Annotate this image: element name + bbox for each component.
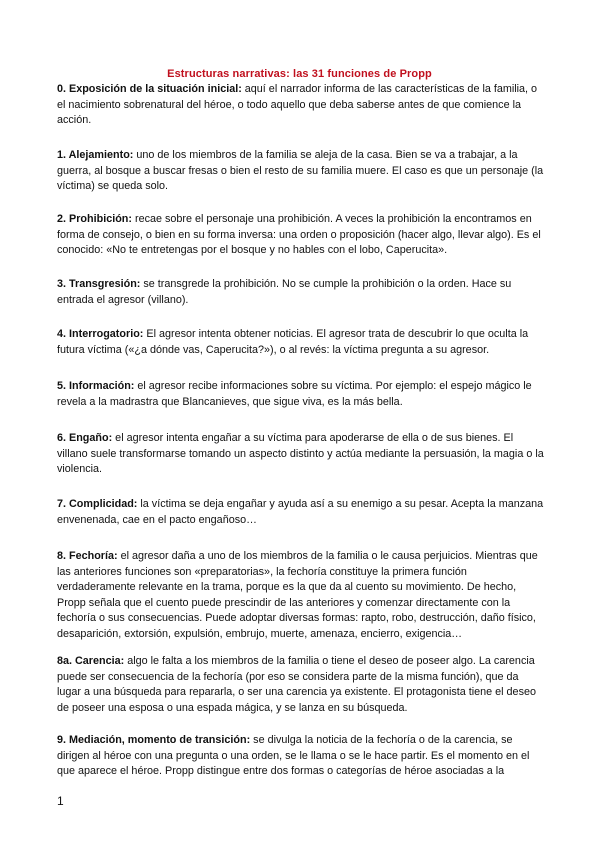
section-text: el agresor daña a uno de los miembros de la familia o le causa perjuicios. Mientras que las anteriores funciones son «preparatorias», la fechoría constituye la primera función verdaderamente relevante en la trama, porque es la que da al cuento su movimiento. De hecho, Propp señala que el cuento puede prescindir de las anteriores y comenzar directamente con la fechoría o sus consecuencias. Puede adoptar diversas formas: rapto, robo, destrucción, daño físico, desaparición, extorsión, expulsión, embrujo, muerte, amenaza, encierro, exigencia…	[57, 550, 538, 640]
section-heading: 8. Fechoría:	[57, 550, 118, 562]
section-heading: 5. Información:	[57, 380, 135, 392]
section-text: algo le falta a los miembros de la familia o tiene el deseo de poseer algo. La carencia puede ser consecuencia de la fechoría (por eso se considera parte de la misma función), que da lugar a una búsqueda para repararla, o ser una carencia ya existente. El protagonista tiene el deseo de poseer una esposa o una espada mágica, y se lanza en su búsqueda.	[57, 655, 536, 714]
section-heading: 2. Prohibición:	[57, 213, 132, 225]
section-heading: 7. Complicidad:	[57, 498, 138, 510]
document-title: Estructuras narrativas: las 31 funciones de Propp	[167, 68, 432, 80]
section-6	[57, 431, 545, 478]
section-text: se divulga la noticia de la fechoría o de la carencia, se dirigen al héroe con una pregunta o una orden, se le llama o se le hace partir. Es el momento en el que aparece el héroe. Propp distingue entre dos formas o categorías de héroe asociadas a la	[57, 734, 530, 778]
section-8a	[57, 654, 545, 716]
section-heading: 9. Mediación, momento de transición:	[57, 734, 251, 746]
section-heading: 4. Interrogatorio:	[57, 328, 144, 340]
section-heading: 6. Engaño:	[57, 432, 113, 444]
section-text: la víctima se deja engañar y ayuda así a su enemigo a su pesar. Acepta la manzana envenenada, cae en el pacto engañoso…	[57, 498, 544, 526]
section-0	[57, 82, 545, 129]
section-heading: 1. Alejamiento:	[57, 149, 134, 161]
section-1	[57, 148, 545, 195]
section-text: recae sobre el personaje una prohibición. A veces la prohibición la encontramos en forma de consejo, o bien en su forma inversa: una orden o proposición (hacer algo, llevar algo). Es el conocido: «No te entretengas por el bosque y no hables con el lobo, Caperucita».	[57, 213, 541, 257]
section-text: El agresor intenta obtener noticias. El agresor trata de descubrir lo que oculta la futura víctima («¿a dónde vas, Caperucita?»), o al revés: la víctima pregunta a su agresor.	[57, 328, 529, 356]
section-4	[57, 327, 545, 358]
section-text: el agresor recibe informaciones sobre su víctima. Por ejemplo: el espejo mágico le revela a la madrastra que Blancanieves, que sigue viva, es la más bella.	[57, 380, 532, 408]
section-heading: 3. Transgresión:	[57, 278, 141, 290]
section-text: uno de los miembros de la familia se aleja de la casa. Bien se va a trabajar, a la guerra, al bosque a buscar fresas o bien el resto de su familia muere. El caso es que un personaje (la víctima) se queda solo.	[57, 149, 544, 193]
section-8	[57, 549, 545, 643]
section-heading: 0. Exposición de la situación inicial:	[57, 83, 242, 95]
section-2	[57, 212, 545, 259]
section-3	[57, 277, 545, 308]
section-text: aquí el narrador informa de las características de la familia, o el nacimiento sobrenatural del héroe, o todo aquello que deba saberse antes de que comience la acción.	[57, 83, 538, 127]
section-5	[57, 379, 545, 410]
page-number: 1	[57, 794, 64, 808]
section-7	[57, 497, 545, 528]
section-text: se transgrede la prohibición. No se cumple la prohibición o la orden. Hace su entrada el agresor (villano).	[57, 278, 512, 306]
section-text: el agresor intenta engañar a su víctima para apoderarse de ella o de sus bienes. El villano suele transformarse tomando un aspecto distinto y actúa mediante la persuasión, la magia o la violencia.	[57, 432, 544, 476]
section-heading: 8a. Carencia:	[57, 655, 125, 667]
section-9	[57, 733, 545, 780]
